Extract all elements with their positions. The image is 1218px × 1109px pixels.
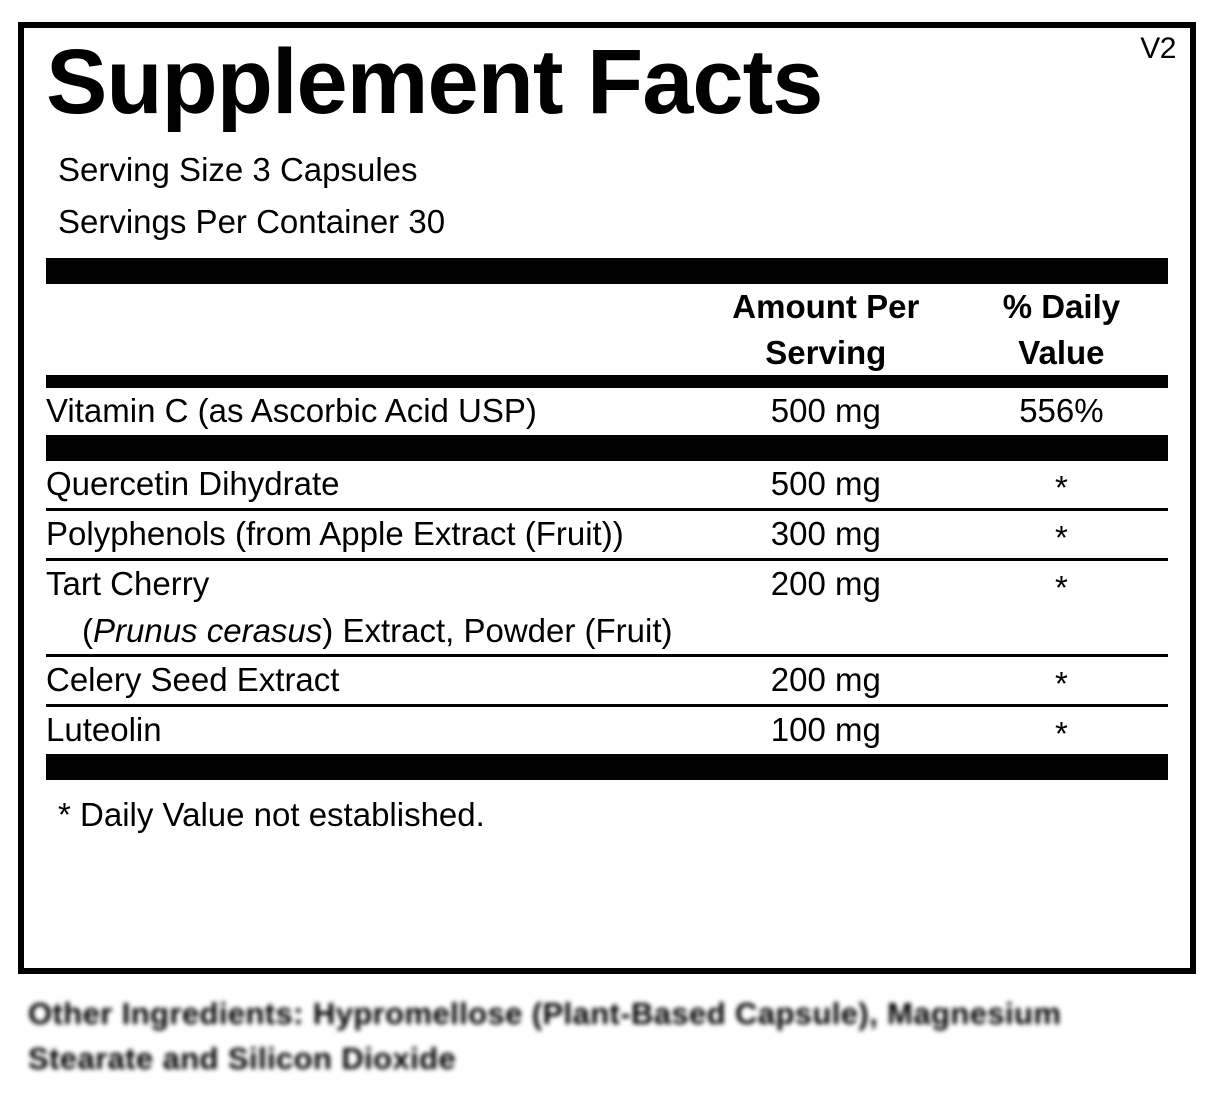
table-header-row: [46, 284, 1168, 375]
nutrient-amount: 200 mg: [770, 661, 881, 699]
nutrient-name: Luteolin: [46, 711, 162, 749]
ingredients-table: [46, 461, 1168, 754]
serving-size: Serving Size 3 Capsules: [58, 150, 418, 188]
table-row: [46, 657, 1168, 704]
nutrient-daily-value: *: [1054, 715, 1068, 753]
header-percent-daily-value: [955, 284, 1168, 375]
servings-per-container: Servings Per Container 30: [58, 202, 446, 240]
nutrient-amount: 500 mg: [770, 465, 881, 502]
daily-value-footnote: * Daily Value not established.: [58, 796, 485, 834]
nutrient-daily-value: *: [1054, 665, 1068, 703]
divider-thick-mid: [46, 435, 1168, 461]
header-dv-line2: Value: [1018, 333, 1105, 371]
nutrient-name: Polyphenols (from Apple Extract (Fruit)): [46, 514, 624, 552]
table-row: [46, 511, 1168, 558]
header-amount-per-serving: [697, 284, 955, 375]
latin-open-paren: (: [82, 611, 93, 649]
other-ingredients: [28, 992, 1148, 1082]
nutrient-name-latin: [46, 608, 697, 655]
page-title: Supplement Facts: [46, 31, 823, 133]
header-amount-line1: Amount Per: [732, 288, 920, 326]
nutrient-amount: 500 mg: [770, 392, 881, 430]
header-blank: [46, 284, 697, 375]
nutrient-name: Celery Seed Extract: [46, 661, 340, 699]
nutrient-daily-value: *: [1054, 469, 1068, 506]
serving-info: [46, 144, 1168, 248]
version-tag: V2: [1140, 32, 1176, 65]
nutrient-name: Vitamin C (as Ascorbic Acid USP): [46, 392, 537, 430]
supplement-facts-panel: [18, 22, 1196, 974]
other-ingredients-text: Hypromellose (Plant-Based Capsule), Magnesium Stearate and Silicon Dioxide: [28, 996, 1062, 1076]
nutrient-amount: 300 mg: [770, 514, 881, 552]
nutrient-amount: 200 mg: [770, 564, 881, 602]
latin-suffix: ) Extract, Powder (Fruit): [322, 611, 673, 649]
divider-med-after-header: [46, 375, 1168, 388]
nutrient-name-main: Tart Cherry: [46, 564, 210, 602]
divider-thick-top: [46, 258, 1168, 284]
header-dv-line1: % Daily: [1002, 288, 1121, 326]
divider-thick-bottom: [46, 754, 1168, 780]
nutrient-amount: 100 mg: [770, 711, 881, 749]
other-ingredients-label: Other Ingredients:: [28, 996, 304, 1031]
header-amount-line2: Serving: [765, 333, 887, 371]
nutrition-table: [46, 284, 1168, 375]
table-row: [46, 561, 1168, 655]
latin-binomial: Prunus cerasus: [93, 611, 323, 649]
nutrient-daily-value: *: [1054, 568, 1068, 606]
table-row: [46, 388, 1168, 435]
nutrient-name: Quercetin Dihydrate: [46, 465, 340, 502]
nutrient-daily-value: *: [1054, 518, 1068, 556]
table-row: [46, 707, 1168, 754]
table-row: [46, 461, 1168, 508]
vitamins-table: [46, 388, 1168, 435]
nutrient-name: [46, 561, 697, 655]
nutrient-daily-value: 556%: [1019, 392, 1104, 430]
